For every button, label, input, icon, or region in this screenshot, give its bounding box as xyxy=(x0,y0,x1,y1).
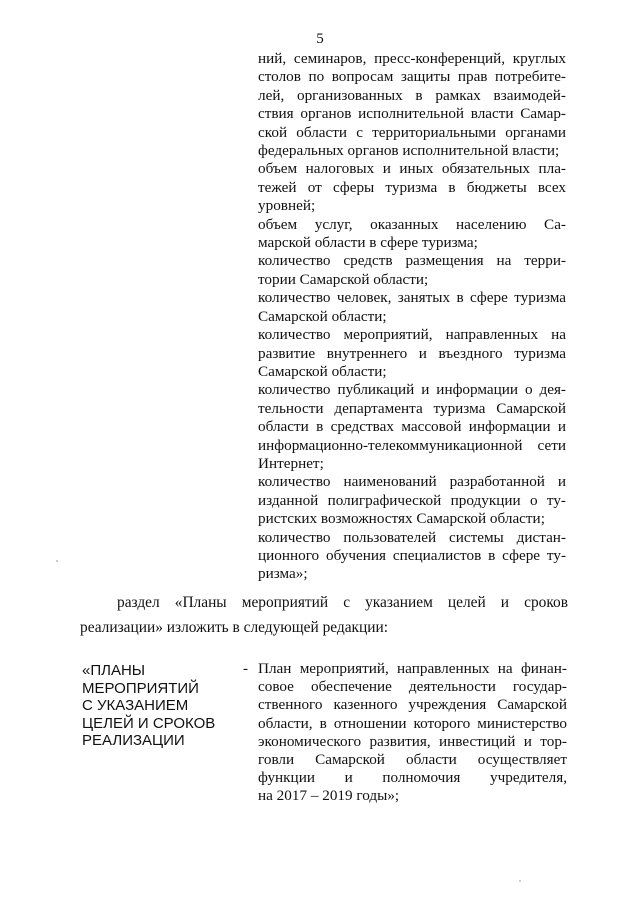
heading-line: РЕАЛИЗАЦИИ xyxy=(82,732,185,749)
text-line: области, в отношении которого министерство xyxy=(258,714,567,732)
text-line: экономического развития, инвестиций и тор- xyxy=(258,732,567,750)
text-line: изданной полиграфической продукции о ту- xyxy=(258,491,566,509)
text-line: ционного обучения специалистов в сфере ту- xyxy=(258,546,566,564)
text-line: ствия органов исполнительной власти Самар- xyxy=(258,105,566,123)
plan-description xyxy=(258,660,567,806)
heading-line: МЕРОПРИЯТИЙ xyxy=(82,679,199,697)
text-line: федеральных органов исполнительной власти; xyxy=(258,142,560,160)
text-line: уровней; xyxy=(258,197,316,215)
text-line: тежей от сферы туризма в бюджеты всех xyxy=(258,178,566,196)
text-line: количество пользователей системы дистан- xyxy=(258,528,566,546)
heading-line: ЦЕЛЕЙ И СРОКОВ xyxy=(82,714,216,732)
text-line: ризма»; xyxy=(258,565,308,583)
text-line: Интернет; xyxy=(258,454,324,472)
text-line: тории Самарской области; xyxy=(258,270,429,288)
text-line: количество наименований разработанной и xyxy=(258,473,566,491)
text-line: количество человек, занятых в сфере туризма xyxy=(258,289,566,307)
text-line: объем услуг, оказанных населению Са- xyxy=(258,215,566,233)
section-instruction-line-1: раздел «Планы мероприятий с указанием целей и сроков xyxy=(117,594,568,611)
text-line: объем налоговых и иных обязательных пла- xyxy=(258,160,566,178)
text-line: ской области с территориальными органами xyxy=(258,123,566,141)
scan-speck xyxy=(519,880,521,882)
list-continuation xyxy=(258,50,566,584)
text-line: тельности департамента туризма Самарской xyxy=(258,399,566,417)
text-line: на 2017 – 2019 годы»; xyxy=(258,787,400,805)
text-line: количество публикаций и информации о дея- xyxy=(258,381,566,399)
text-line: лей, организованных в рамках взаимодей- xyxy=(258,86,566,104)
section-instruction-line-2: реализации» изложить в следующей редакции: xyxy=(80,619,389,636)
text-line: ственного казенного учреждения Самарской xyxy=(258,696,567,714)
entry-dash: - xyxy=(243,661,248,677)
text-line: совое обеспечение деятельности государ- xyxy=(258,678,567,696)
section-instruction xyxy=(80,590,568,640)
text-line: развитие внутреннего и въездного туризма xyxy=(258,344,566,362)
text-line: говли Самарской области осуществляет xyxy=(258,751,567,769)
text-line: столов по вопросам защиты прав потребите- xyxy=(258,68,566,86)
text-line: ний, семинаров, пресс-конференций, круглых xyxy=(258,50,566,67)
text-line: Самарской области; xyxy=(258,362,387,380)
scan-speck xyxy=(56,560,58,562)
heading-line: С УКАЗАНИЕМ xyxy=(82,697,189,714)
text-line: области в средствах массовой информации и xyxy=(258,418,566,436)
text-line: Самарской области; xyxy=(258,307,387,325)
heading-line: «ПЛАНЫ xyxy=(82,662,146,679)
plans-heading xyxy=(82,662,232,750)
text-line: количество средств размещения на терри- xyxy=(258,252,566,270)
text-line: ристских возможностях Самарской области; xyxy=(258,510,545,528)
text-line: План мероприятий, направленных на финан- xyxy=(258,660,567,677)
text-line: информационно-телекоммуникационной сети xyxy=(258,436,566,454)
page-number: 5 xyxy=(316,31,324,47)
text-line: количество мероприятий, направленных на xyxy=(258,326,566,344)
text-line: функции и полномочия учредителя, xyxy=(258,769,567,787)
text-line: марской области в сфере туризма; xyxy=(258,234,478,252)
